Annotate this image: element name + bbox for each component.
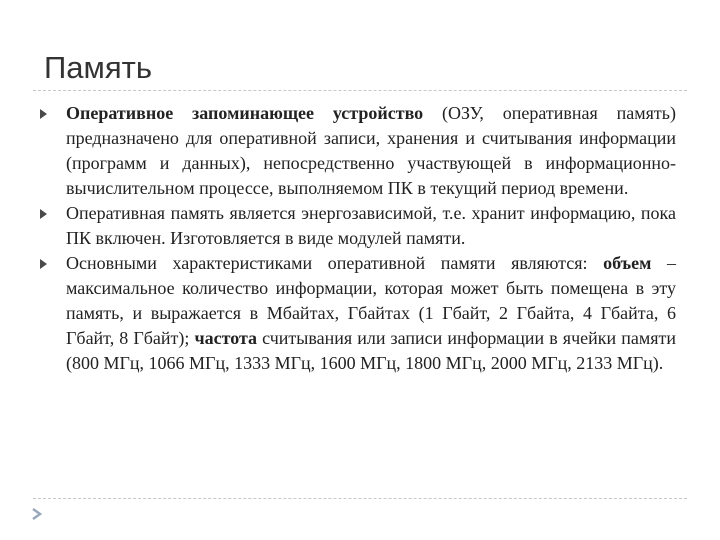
title-divider — [33, 90, 687, 91]
bullet-item-characteristics — [36, 251, 676, 376]
term-frequency: частота — [194, 328, 258, 348]
bullet-text-mid: – максимальное количество информации, которая может быть помещена в эту память, и выражается в Мбайтах, Гбайтах (1 Гбайт, 2 Гбайта, 4 Гбайта, 6 Гбайт, 8 Гбайт); — [66, 253, 676, 348]
footer-divider — [33, 498, 687, 499]
bullet-item-volatility — [36, 201, 676, 251]
bullet-text: Оперативная память является энергозависимой, т.е. хранит информацию, пока ПК включен. Изготовляется в виде модулей памяти. — [66, 203, 676, 248]
slide-title: Память — [44, 50, 152, 85]
triangle-bullet-icon — [40, 109, 47, 119]
bullet-item-ram-definition — [36, 101, 676, 201]
triangle-bullet-icon — [40, 209, 47, 219]
chevron-corner-icon — [30, 505, 48, 523]
bullet-text-lead: Основными характеристиками оперативной памяти являются: — [66, 253, 604, 273]
bullet-text-tail: считывания или записи информации в ячейки памяти (800 МГц, 1066 МГц, 1333 МГц, 1600 МГц, 1800 МГц, 2000 МГц, 2133 МГц). — [66, 328, 676, 373]
bullet-text: (ОЗУ, оперативная память) предназначено для оперативной записи, хранения и считывания информации (программ и данных), непосредственно участвующей в информационно-вычислительном процессе, выполняемом ПК в текущий период времени. — [66, 103, 676, 198]
term-ram: Оперативное запоминающее устройство — [66, 103, 424, 123]
term-volume: объем — [603, 253, 652, 273]
triangle-bullet-icon — [40, 259, 47, 269]
bullet-list — [36, 101, 676, 376]
